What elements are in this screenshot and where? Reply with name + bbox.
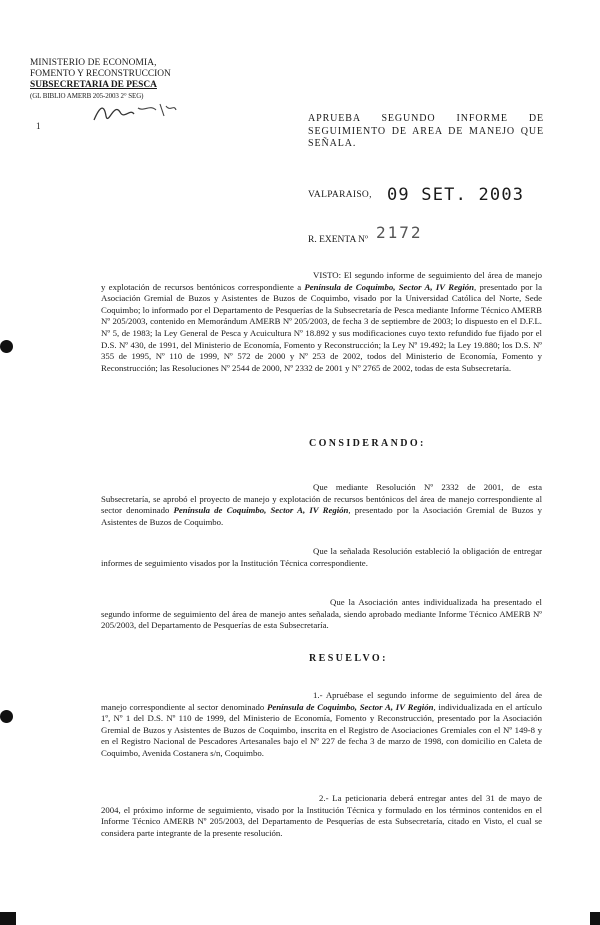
resuelvo-paragraph-2 [101, 793, 542, 839]
resuelvo-1-sector: Península de Coquimbo, Sector A, IV Región [267, 701, 434, 712]
considerando-paragraph-2 [101, 546, 542, 569]
considerando-3-text: Que la Asociación antes individualizada ha presentado el segundo informe de seguimiento del área de manejo antes señalada, siendo aprobado mediante Informe Técnico AMERB Nº 205/2003, del Departamento de Pesquerías de esta Subsecretaría. [101, 597, 542, 631]
visto-paragraph [101, 270, 542, 374]
resolution-label: R. EXENTA Nº [308, 235, 368, 245]
resuelvo-heading: RESUELVO: [309, 653, 388, 664]
resuelvo-1-rest: , individualizada en el artículo 1º, Nº 1 del D.S. Nº 110 de 1999, del Ministerio de Economía, Fomento y Reconstrucción, presentado por la Asociación Gremial de Buzos y Asistentes de Buzos de Coquimbo, inscrita en el Registro de Asociaciones Gremiales con el Nº 149-8 y en el Registro Nacional de Pescadores Artesanales bajo el Nº 227 de fecha 3 de marzo de 1998, con domicilio en Caleta de Coquimbo, Avenida Costanera s/n, Coquimbo. [101, 701, 542, 758]
file-reference: (GL BIBLIO AMERB 205-2003 2° SEG) [30, 92, 144, 100]
punch-hole-icon [0, 340, 13, 353]
margin-number: 1 [36, 121, 41, 131]
scan-edge-mark [590, 912, 600, 925]
considerando-1-rest: , presentado por la Asociación Gremial de Buzos y Asistentes de Buzos de Coquimbo. [101, 505, 543, 527]
visto-sector: Península de Coquimbo, Sector A, IV Región [304, 281, 475, 292]
resuelvo-paragraph-1 [101, 690, 542, 760]
date-stamp: 09 SET. 2003 [387, 185, 525, 205]
considerando-1-sector: Península de Coquimbo, Sector A, IV Región [173, 505, 349, 516]
considerando-heading: CONSIDERANDO: [309, 438, 426, 449]
resuelvo-2-text: 2.- La peticionaria deberá entregar antes del 31 de mayo de 2004, el próximo informe de seguimiento, visado por la Institución Técnica y formulado en los términos contenidos en el Informe Técnico AMERB Nº 205/2003, del Departamento de Pesquerías de esta Subsecretaría, citado en Visto, el cual se considera parte integrante de la presente resolución. [101, 793, 542, 838]
punch-hole-icon [0, 710, 13, 723]
considerando-paragraph-1 [101, 482, 542, 528]
scan-edge-mark [0, 912, 16, 925]
considerando-1-lead: Que mediante Resolución Nº 2332 de 2001, de esta Subsecretaría, se aprobó el proyecto de manejo y explotación de recursos bentónicos del área de manejo correspondiente al sector denominado [101, 482, 542, 516]
subject-line: APRUEBA SEGUNDO INFORME DE SEGUIMIENTO DE AREA DE MANEJO QUE SEÑALA. [308, 113, 544, 150]
ministry-line-2: FOMENTO Y RECONSTRUCCION [30, 69, 171, 79]
considerando-2-text: Que la señalada Resolución estableció la obligación de entregar informes de seguimiento visados por la Institución Técnica correspondiente. [101, 546, 542, 568]
resuelvo-1-lead: 1.- Apruébase el segundo informe de seguimiento del área de manejo correspondiente al sector denominado [101, 690, 542, 712]
place-label: VALPARAISO, [308, 190, 372, 200]
ministry-line-3: SUBSECRETARIA DE PESCA [30, 80, 157, 90]
visto-rest: , presentado por la Asociación Gremial de Buzos y Asistentes de Buzos de Coquimbo, visado por la Universidad Católica del Norte, Sede Coquimbo; lo informado por el Departamento de Pesquerías de la Subsecretaría de Pesca mediante Informe Técnico AMERB Nº 205/2003, contenido en Memorándum AMERB Nº 205/2003, de fecha 3 de septiembre de 2003; lo dispuesto en el D.F.L. Nº 5, de 1983; la Ley General de Pesca y Acuicultura Nº 18.892 y sus modificaciones cuyo texto refundido fue fijado por el D.S. Nº 430, de 1991, del Ministerio de Economía, Fomento y Reconstrucción; la Ley Nº 19.492; la Ley 19.880; los D.S. Nº 355 de 1995, Nº 110 de 1999, Nº 572 de 2000 y Nº 253 de 2002, todos del Ministerio de Economía, Fomento y Reconstrucción; las Resoluciones Nº 2544 de 2000, Nº 2332 de 2001 y Nº 2765 de 2002, todas de esta Subsecretaría. [101, 281, 542, 373]
resolution-number: 2172 [376, 223, 423, 242]
considerando-paragraph-3 [101, 597, 542, 632]
handwritten-initials-icon [90, 98, 180, 130]
ministry-line-1: MINISTERIO DE ECONOMIA, [30, 58, 157, 68]
visto-lead: VISTO: El segundo informe de seguimiento del área de manejo y explotación de recursos bentónicos correspondiente a [101, 270, 542, 292]
ministry-header [30, 58, 200, 102]
